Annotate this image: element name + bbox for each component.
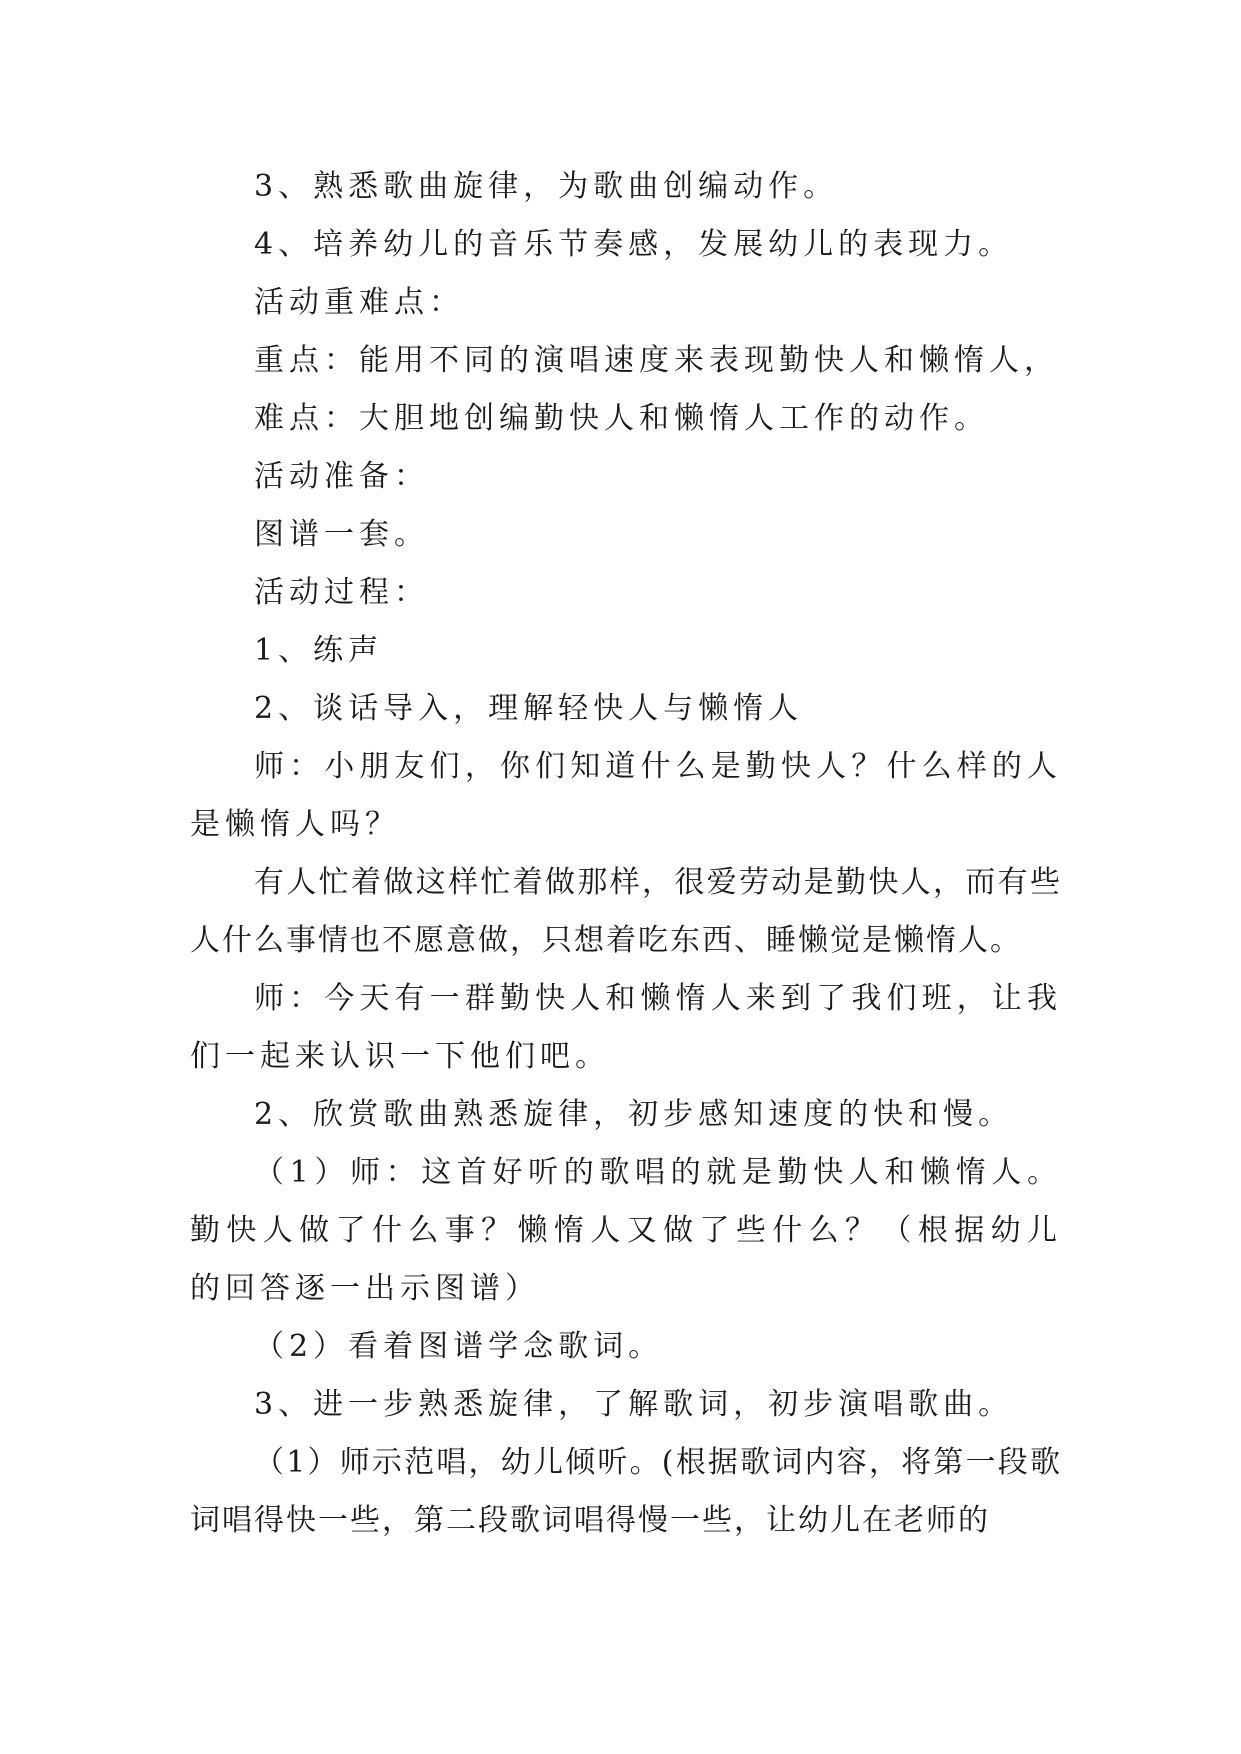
heading-activity-process: 活动过程： <box>254 575 429 610</box>
paragraph-step-2-appreciate: 2、欣赏歌曲熟悉旋律，初步感知速度的快和慢。 <box>254 1097 1014 1132</box>
paragraph-difficult-point: 难点：大胆地创编勤快人和懒惰人工作的动作。 <box>254 401 989 436</box>
paragraph-step-1: 1、练声 <box>254 633 384 668</box>
paragraph-preparation: 图谱一套。 <box>254 517 429 552</box>
paragraph-objective-3: 3、熟悉歌曲旋律，为歌曲创编动作。 <box>254 169 839 204</box>
paragraph-key-point: 重点：能用不同的演唱速度来表现勤快人和懒惰人， <box>254 343 1059 378</box>
paragraph-step-2-intro: 2、谈话导入，理解轻快人与懒惰人 <box>254 691 804 726</box>
heading-activity-preparation: 活动准备： <box>254 459 429 494</box>
paragraph-explanation: 有人忙着做这样忙着做那样，很爱劳动是勤快人，而有些人什么事情也不愿意做，只想着吃东西、睡懒觉是懒惰人。 <box>190 865 1062 958</box>
paragraph-teacher-question: 师：小朋友们，你们知道什么是勤快人？什么样的人是懒惰人吗？ <box>190 749 1062 842</box>
paragraph-teacher-intro: 师：今天有一群勤快人和懒惰人来到了我们班，让我们一起来认识一下他们吧。 <box>190 981 1062 1074</box>
heading-key-difficult-points: 活动重难点： <box>254 285 464 320</box>
document-body <box>190 158 1062 1550</box>
paragraph-substep-1: （1）师：这首好听的歌唱的就是勤快人和懒惰人。勤快人做了什么事？懒惰人又做了些什么？（根据幼儿的回答逐一出示图谱） <box>190 1155 1062 1306</box>
paragraph-objective-4: 4、培养幼儿的音乐节奏感，发展幼儿的表现力。 <box>254 227 1014 262</box>
paragraph-step-3: 3、进一步熟悉旋律，了解歌词，初步演唱歌曲。 <box>254 1387 1014 1422</box>
paragraph-substep-2: （2）看着图谱学念歌词。 <box>254 1329 664 1364</box>
paragraph-step-3-substep-1: （1）师示范唱，幼儿倾听。(根据歌词内容，将第一段歌词唱得快一些，第二段歌词唱得慢一些，让幼儿在老师的 <box>190 1445 1062 1538</box>
